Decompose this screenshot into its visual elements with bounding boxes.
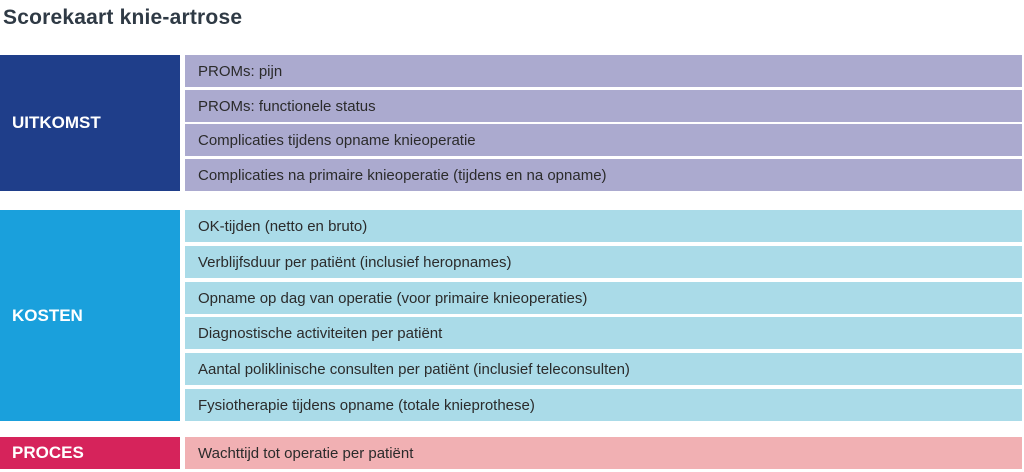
list-item: Wachttijd tot operatie per patiënt: [185, 437, 1022, 469]
category-label-kosten: KOSTEN: [0, 210, 180, 421]
list-item: Complicaties tijdens opname knieoperatie: [185, 124, 1022, 156]
list-item: Fysiotherapie tijdens opname (totale knieprothese): [185, 389, 1022, 421]
list-item: PROMs: pijn: [185, 55, 1022, 87]
list-item: OK-tijden (netto en bruto): [185, 210, 1022, 242]
list-item: Aantal poliklinische consulten per patiënt (inclusief teleconsulten): [185, 353, 1022, 385]
list-item: Verblijfsduur per patiënt (inclusief heropnames): [185, 246, 1022, 278]
list-item: Opname op dag van operatie (voor primaire knieoperaties): [185, 282, 1022, 314]
section-proces: [0, 437, 1024, 469]
section-uitkomst: [0, 55, 1024, 191]
list-item: Complicaties na primaire knieoperatie (tijdens en na opname): [185, 159, 1022, 191]
section-kosten: [0, 210, 1024, 421]
category-label-proces: PROCES: [0, 437, 180, 469]
list-item: Diagnostische activiteiten per patiënt: [185, 317, 1022, 349]
category-label-uitkomst: UITKOMST: [0, 55, 180, 191]
page-title: Scorekaart knie-artrose: [3, 6, 243, 29]
list-item: PROMs: functionele status: [185, 90, 1022, 122]
